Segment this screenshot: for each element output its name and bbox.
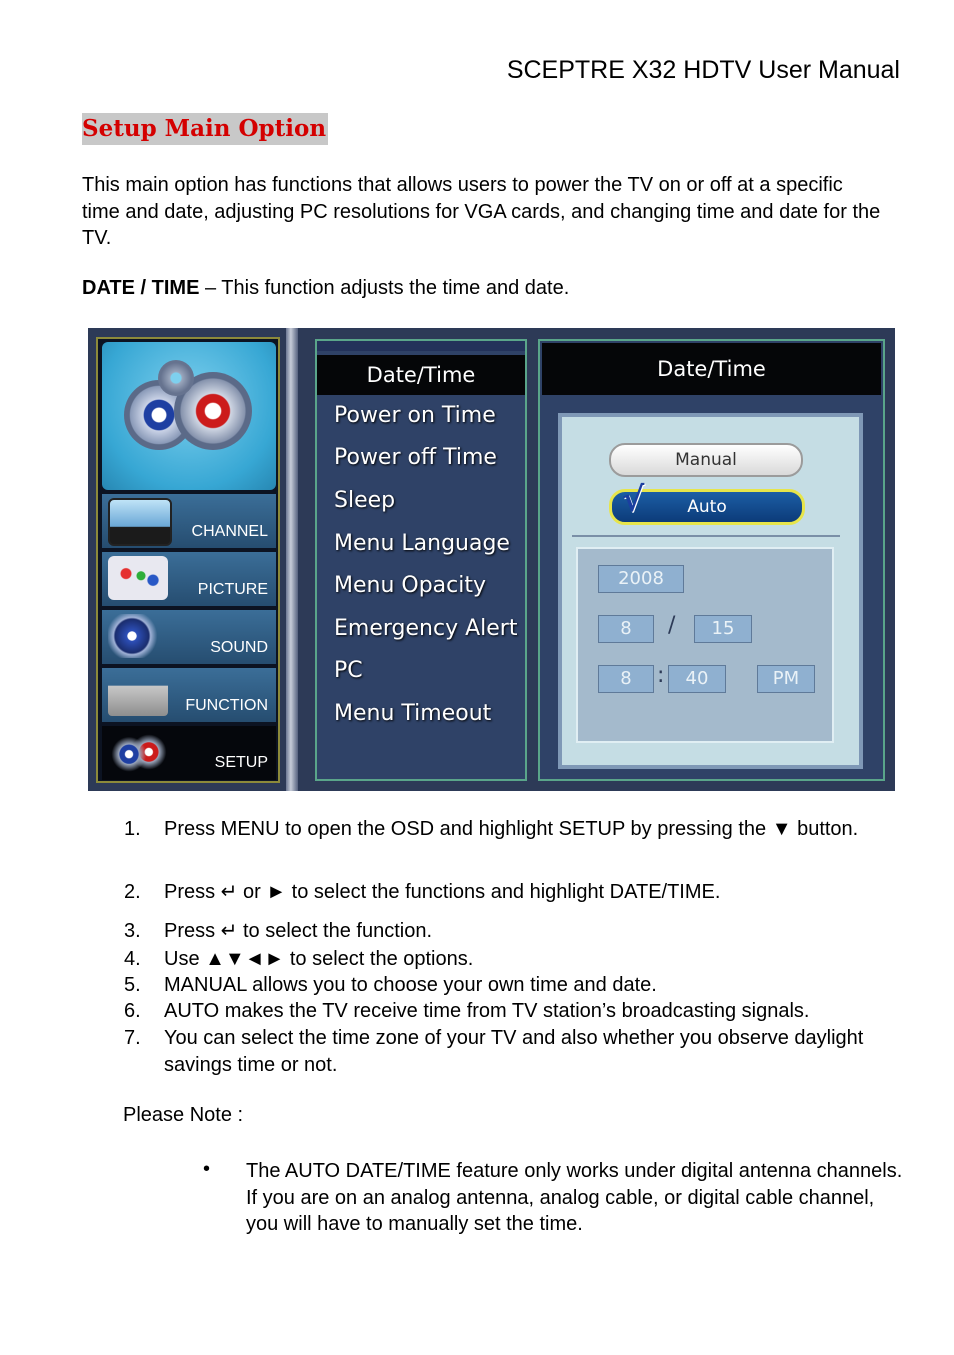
datetime-description [82, 277, 569, 300]
minute-field[interactable]: 40 [668, 665, 726, 693]
hour-field[interactable]: 8 [598, 665, 654, 693]
step-number: 3. [124, 920, 141, 942]
setup-hero-icon [102, 342, 276, 490]
ampm-field[interactable]: PM [757, 665, 815, 693]
datetime-settings [558, 413, 863, 769]
day-field[interactable]: 15 [694, 615, 752, 643]
intro-paragraph: This main option has functions that allows users to power the TV on or off at a specific time and date, adjusting PC resolutions for VGA cards, and changing time and date for the TV. [82, 174, 881, 249]
submenu-item[interactable]: Power off Time [334, 445, 497, 470]
year-field[interactable]: 2008 [598, 565, 684, 593]
osd-menu-picture[interactable] [102, 552, 276, 606]
manual-header-title: SCEPTRE X32 HDTV User Manual [506, 56, 900, 84]
submenu-item[interactable]: Menu Opacity [334, 573, 487, 598]
step-text: AUTO makes the TV receive time from TV station’s broadcasting signals. [164, 1000, 810, 1022]
panel-divider [572, 535, 840, 537]
osd-menu-channel[interactable] [102, 494, 276, 548]
submenu-item[interactable]: Menu Language [334, 531, 510, 556]
submenu-item[interactable]: Power on Time [334, 403, 496, 428]
osd-menu-label: SOUND [210, 639, 268, 656]
submenu-selected-item[interactable]: Date/Time [317, 355, 525, 395]
step-text: Press ↵ to select the function. [164, 920, 432, 942]
submenu-item[interactable]: PC [334, 658, 363, 683]
step-text: Press MENU to open the OSD and highlight SETUP by pressing the ▼ button. [164, 818, 859, 840]
step-text: You can select the time zone of your TV and also whether you observe daylight savings time or not. [164, 1027, 864, 1076]
gears-icon [108, 730, 168, 774]
auto-button-label: Auto [687, 497, 727, 517]
month-field[interactable]: 8 [598, 615, 654, 643]
datetime-desc-text: – This function adjusts the time and date. [199, 277, 570, 299]
note-text: The AUTO DATE/TIME feature only works under digital antenna channels. If you are on an analog antenna, analog cable, or digital cable channel, you will have to manually set the time. [246, 1160, 903, 1235]
date-time-fields [576, 547, 834, 743]
osd-menu-label: CHANNEL [191, 523, 268, 540]
osd-datetime-panel [538, 339, 885, 781]
speaker-icon [108, 614, 168, 658]
osd-column-divider [286, 328, 298, 791]
time-separator: : [657, 663, 665, 688]
step-number: 6. [124, 1000, 141, 1022]
osd-main-menu [96, 337, 280, 783]
toolbox-icon [108, 672, 168, 716]
manual-button[interactable]: Manual [609, 443, 803, 477]
step-number: 7. [124, 1027, 141, 1049]
step-text: MANUAL allows you to choose your own time and date. [164, 974, 657, 996]
step-number: 5. [124, 974, 141, 996]
step-text: Use ▲▼◄► to select the options. [164, 948, 474, 970]
note-label: Please Note : [123, 1104, 244, 1126]
panel-title: Date/Time [542, 343, 881, 395]
checkmark-icon: √ [622, 480, 645, 520]
osd-menu-label: PICTURE [197, 581, 268, 598]
auto-button[interactable] [609, 480, 805, 525]
osd-menu-setup[interactable] [102, 726, 276, 780]
step-number: 4. [124, 948, 141, 970]
palette-icon [108, 556, 168, 600]
submenu-item[interactable]: Menu Timeout [334, 701, 492, 726]
osd-menu-label: FUNCTION [185, 697, 268, 714]
submenu-item[interactable]: Sleep [334, 488, 396, 513]
step-number: 1. [124, 818, 141, 840]
tv-icon [108, 498, 172, 546]
osd-menu-label: SETUP [214, 754, 268, 771]
osd-menu-function[interactable] [102, 668, 276, 722]
section-title: Setup Main Option [82, 113, 328, 145]
bullet-marker: • [203, 1158, 211, 1180]
submenu-topbar [317, 341, 525, 351]
step-number: 2. [124, 881, 141, 903]
date-separator: / [668, 613, 676, 638]
osd-menu-sound[interactable] [102, 610, 276, 664]
step-text: Press ↵ or ► to select the functions and highlight DATE/TIME. [164, 881, 721, 903]
submenu-item[interactable]: Emergency Alert [334, 616, 518, 641]
datetime-label: DATE / TIME [82, 277, 200, 299]
osd-submenu [315, 339, 527, 781]
osd-screenshot [88, 328, 895, 791]
